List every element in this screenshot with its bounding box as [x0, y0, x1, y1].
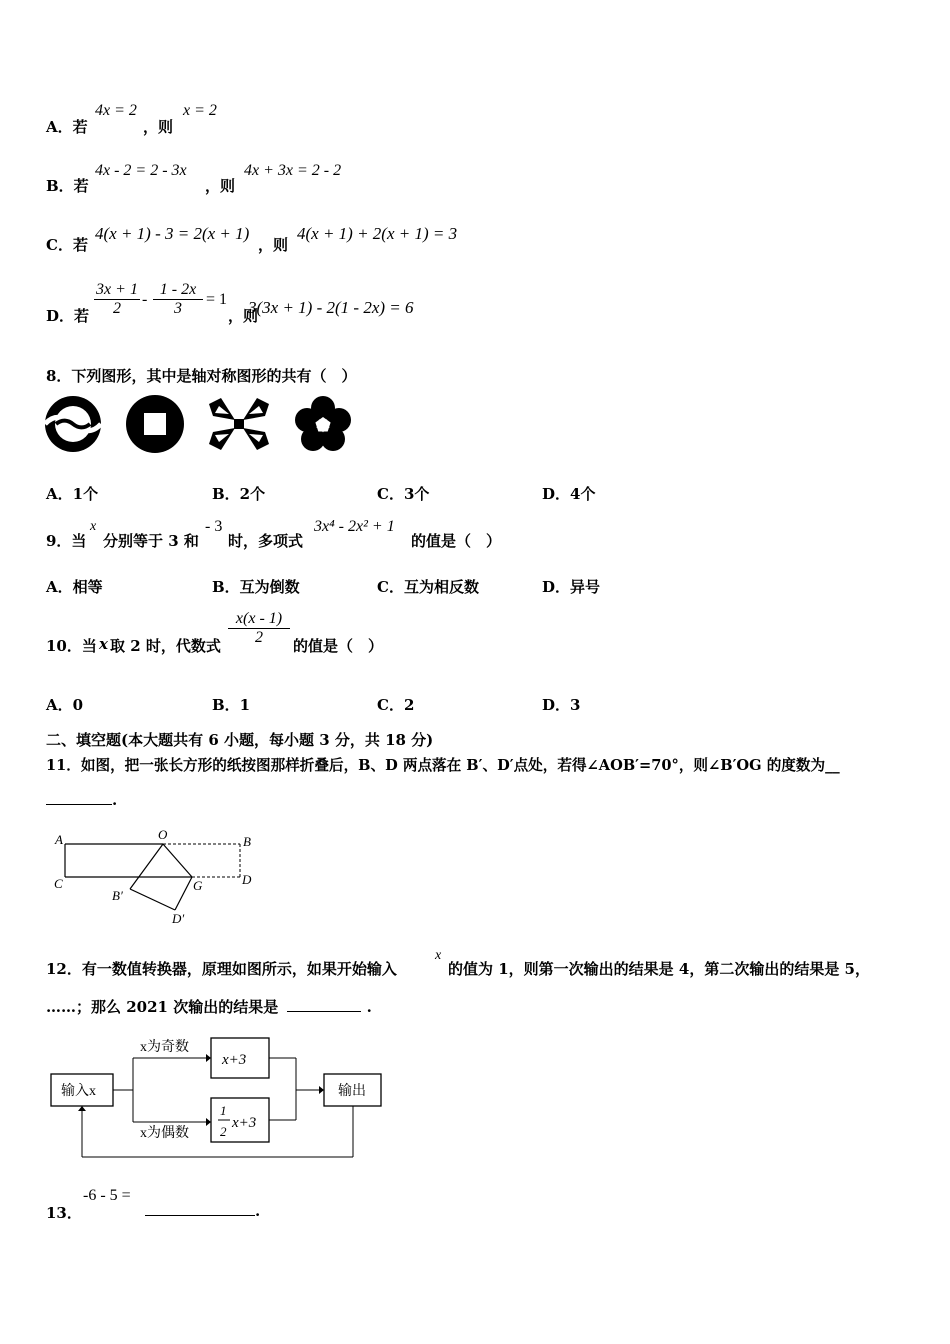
q7-option-a-label: A．若	[46, 118, 88, 136]
fraction-numerator: x(x - 1)	[235, 610, 283, 627]
label-d-prime: D′	[172, 911, 185, 926]
q7-option-a-condition: 4x = 2	[95, 102, 137, 119]
q12-end-period: .	[366, 998, 372, 1016]
q10-fraction	[228, 610, 290, 647]
label-g: G	[193, 878, 203, 893]
q12-stem-line-2	[46, 996, 372, 1017]
q10-option-d: D．3	[542, 696, 581, 714]
q9-negative-three: - 3	[205, 518, 223, 535]
q13-end-period: .	[255, 1202, 261, 1220]
q7-option-a-then: ，则	[143, 118, 174, 136]
q10-option-a: A．0	[46, 696, 84, 714]
q8-option-c: C．3个	[377, 485, 430, 503]
q7-option-d-then: ，则	[228, 307, 259, 325]
flow-odd-box: x+3	[222, 1052, 247, 1068]
q11-folding-figure	[50, 826, 270, 926]
q9-option-d: D．异号	[542, 578, 601, 596]
four-petal-knot-figure	[209, 398, 269, 450]
q13-answer-blank[interactable]	[145, 1202, 255, 1216]
q12-stem-part-1: 12．有一数值转换器，原理如图所示，如果开始输入	[46, 960, 397, 978]
q11-answer-line	[46, 791, 117, 809]
q8-stem: 8．下列图形，其中是轴对称图形的共有（ ）	[46, 367, 357, 385]
q10-stem-part-2: 取 2 时，代数式	[110, 637, 221, 655]
five-petal-flower-figure	[295, 396, 351, 451]
square-coin-figure	[126, 395, 184, 453]
flow-odd-label: x为奇数	[140, 1040, 189, 1055]
q7-option-d-fraction-1	[94, 281, 140, 318]
q13-answer-line	[145, 1202, 260, 1220]
label-a: A	[55, 832, 63, 847]
q8-option-b: B．2个	[212, 485, 266, 503]
q9-polynomial: 3x⁴ - 2x² + 1	[314, 518, 395, 535]
flow-even-box-denominator: 2	[220, 1124, 227, 1139]
q12-stem-part-2: 的值为 1，则第一次输出的结果是 4，第二次输出的结果是 5，	[448, 960, 870, 978]
flow-output-box: 输出	[338, 1084, 366, 1099]
q7-option-d-result: 3(3x + 1) - 2(1 - 2x) = 6	[248, 298, 414, 317]
q7-option-c-condition: 4(x + 1) - 3 = 2(x + 1)	[95, 224, 250, 243]
fraction-denominator: 2	[255, 629, 263, 646]
label-c: C	[54, 876, 63, 891]
q12-flowchart	[48, 1032, 388, 1162]
q9-stem-part-1: 9．当	[46, 532, 87, 550]
q13-expression: -6 - 5 =	[83, 1187, 131, 1204]
q12-variable: x	[435, 948, 442, 963]
q7-option-d-minus: -	[142, 291, 148, 308]
q10-stem-part-1: 10．当	[46, 637, 97, 655]
fraction-denominator: 3	[174, 300, 182, 317]
q9-option-a: A．相等	[46, 578, 103, 596]
q8-option-a: A．1个	[46, 485, 99, 503]
flow-even-box-numerator: 1	[220, 1103, 227, 1118]
q9-variable: x	[90, 519, 97, 534]
q8-option-d: D．4个	[542, 485, 596, 503]
q13-label: 13．	[46, 1204, 82, 1222]
q7-option-c-then: ，则	[258, 236, 289, 254]
fraction-denominator: 2	[113, 300, 121, 317]
q7-option-d-fraction-2	[153, 281, 203, 318]
q9-stem-part-4: 的值是（ ）	[411, 532, 502, 550]
q11-answer-blank[interactable]	[46, 791, 112, 805]
q7-option-d-label: D．若	[46, 307, 90, 325]
label-b-prime: B′	[112, 888, 123, 903]
q12-stem-line-2-text: ……；那么 2021 次输出的结果是	[46, 998, 279, 1016]
q7-option-c-result: 4(x + 1) + 2(x + 1) = 3	[297, 224, 458, 243]
flow-input-box: 输入x	[61, 1084, 96, 1099]
q10-stem-part-3: 的值是（ ）	[293, 637, 384, 655]
label-d: D	[242, 872, 252, 887]
q7-option-d-equals: = 1	[206, 291, 228, 308]
section-heading: 二、填空题(本大题共有 6 小题，每小题 3 分，共 18 分)	[46, 731, 434, 749]
label-b: B	[243, 834, 251, 849]
q10-variable: x	[99, 635, 108, 653]
q7-option-b-label: B．若	[46, 177, 89, 195]
q7-option-b-result: 4x + 3x = 2 - 2	[244, 162, 342, 179]
q12-answer-blank[interactable]	[287, 998, 361, 1012]
q9-stem-part-3: 时，多项式	[228, 532, 304, 550]
fraction-numerator: 3x + 1	[96, 281, 138, 298]
q9-option-b: B．互为倒数	[212, 578, 300, 596]
q7-option-a-result: x = 2	[183, 102, 217, 119]
q11-stem: 11．如图，把一张长方形的纸按图那样折叠后，B、D 两点落在 B′、D′点处，若得∠AOB′=70°，则∠B′OG 的度数为__	[46, 757, 840, 774]
q9-stem-part-2: 分别等于 3 和	[103, 532, 199, 550]
flow-even-box-expression: x+3	[232, 1115, 257, 1131]
q8-figures	[44, 394, 364, 458]
q9-option-c: C．互为相反数	[377, 578, 479, 596]
label-o: O	[158, 827, 168, 842]
q7-option-b-then: ，则	[205, 177, 236, 195]
flow-even-label: x为偶数	[140, 1126, 189, 1141]
fraction-numerator: 1 - 2x	[159, 281, 197, 298]
q11-end-period: .	[112, 791, 118, 809]
q10-option-b: B．1	[212, 696, 251, 714]
q7-option-c-label: C．若	[46, 236, 88, 254]
yin-yang-ring-figure	[45, 396, 101, 452]
q7-option-b-condition: 4x - 2 = 2 - 3x	[95, 162, 187, 179]
q10-option-c: C．2	[377, 696, 415, 714]
